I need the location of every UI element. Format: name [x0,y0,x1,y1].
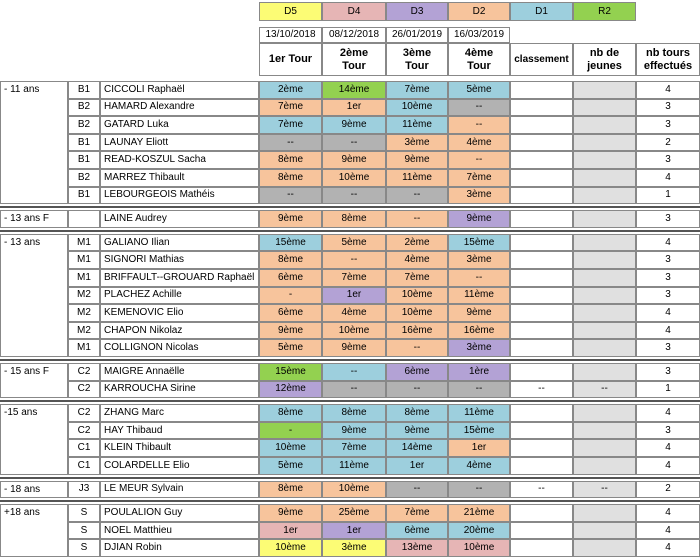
category-cell: S [68,539,100,557]
nb-jeunes-cell [573,99,636,117]
nb-jeunes-header: nb de jeunes [573,43,636,76]
tour-result: 9ème [322,151,386,169]
level-header-d3: D3 [386,2,448,21]
category-cell [68,210,100,228]
classement-cell [510,539,573,557]
nb-jeunes-cell [573,169,636,187]
nb-jeunes-cell [573,522,636,540]
tour-date: 13/10/2018 [259,27,322,43]
tour-result: 10ème [322,169,386,187]
nb-jeunes-cell [573,210,636,228]
tour-result: -- [448,381,510,399]
tour-result: 4ème [448,457,510,475]
classement-cell: -- [510,481,573,499]
nb-tours-cell: 1 [636,381,700,399]
group-separator [0,230,700,232]
category-cell: B1 [68,187,100,205]
nb-jeunes-cell [573,151,636,169]
player-name: POULALION Guy [100,504,259,522]
category-cell: M1 [68,269,100,287]
tour-result: 7ème [386,81,448,99]
tour-result: -- [448,99,510,117]
level-header-d4: D4 [322,2,386,21]
tour-date: 16/03/2019 [448,27,510,43]
group-separator [0,206,700,208]
tour-result: 11ème [448,287,510,305]
classement-cell [510,457,573,475]
classement-cell [510,169,573,187]
nb-tours-cell: 4 [636,457,700,475]
player-name: MARREZ Thibault [100,169,259,187]
player-name: COLLIGNON Nicolas [100,339,259,357]
tour-result: 10ème [386,99,448,117]
tour-result: 7ème [259,116,322,134]
classement-cell [510,339,573,357]
classement-cell [510,404,573,422]
tour-result: 11ème [448,404,510,422]
nb-jeunes-cell [573,269,636,287]
category-cell: B1 [68,81,100,99]
category-cell: M2 [68,322,100,340]
nb-jeunes-cell [573,439,636,457]
nb-tours-cell: 3 [636,287,700,305]
tour-result: 7ème [386,504,448,522]
nb-tours-cell: 3 [636,116,700,134]
tour-result: 6ème [386,522,448,540]
tour-result: 10ème [259,439,322,457]
classement-cell [510,210,573,228]
tour-result: 8ème [322,210,386,228]
tour-result: -- [386,481,448,499]
tour-result: 16ème [386,322,448,340]
player-name: GATARD Luka [100,116,259,134]
tour-result: 4ème [322,304,386,322]
nb-tours-cell: 2 [636,481,700,499]
level-header-d2: D2 [448,2,510,21]
nb-tours-cell: 4 [636,522,700,540]
tour-result: -- [322,134,386,152]
tour-result: 3ème [386,134,448,152]
player-name: KARROUCHA Sirine [100,381,259,399]
nb-tours-cell: 4 [636,504,700,522]
tour-result: 10ème [259,539,322,557]
category-cell: M2 [68,287,100,305]
age-group-label: - 13 ans [0,234,68,357]
player-name: LE MEUR Sylvain [100,481,259,499]
tour-result: 3ème [448,339,510,357]
classement-cell [510,234,573,252]
tour-result: 1er [322,99,386,117]
classement-cell [510,187,573,205]
nb-tours-cell: 4 [636,304,700,322]
classement-cell [510,251,573,269]
nb-jeunes-cell [573,134,636,152]
nb-jeunes-cell [573,287,636,305]
category-cell: C2 [68,422,100,440]
tour-result: 4ème [386,251,448,269]
player-name: HAMARD Alexandre [100,99,259,117]
tour-result: -- [448,481,510,499]
player-name: ZHANG Marc [100,404,259,422]
age-group-label: - 18 ans [0,481,68,499]
classement-cell [510,422,573,440]
tour-result: 8ème [259,404,322,422]
nb-tours-cell: 4 [636,234,700,252]
nb-jeunes-cell [573,251,636,269]
category-cell: C2 [68,381,100,399]
tour-result: 7ème [386,269,448,287]
player-name: KEMENOVIC Elio [100,304,259,322]
player-name: KLEIN Thibault [100,439,259,457]
tour-result: -- [322,381,386,399]
player-name: LAUNAY Eliott [100,134,259,152]
tour-result: 8ème [386,404,448,422]
tour-result: 8ème [259,169,322,187]
tour-result: 1er [322,522,386,540]
tour-result: -- [448,116,510,134]
tour-result: 11ème [322,457,386,475]
category-cell: B2 [68,116,100,134]
age-group-label: - 11 ans [0,81,68,204]
nb-jeunes-cell [573,339,636,357]
tour-result: 1er [322,287,386,305]
classement-cell [510,322,573,340]
classement-cell: -- [510,381,573,399]
nb-jeunes-cell [573,81,636,99]
nb-jeunes-cell [573,304,636,322]
tour-result: -- [322,187,386,205]
tour-result: 12ème [259,381,322,399]
tour-result: 9ème [386,151,448,169]
tour-result: 9ème [259,504,322,522]
player-name: LEBOURGEOIS Mathéis [100,187,259,205]
nb-tours-cell: 2 [636,134,700,152]
category-cell: S [68,504,100,522]
tour-result: 5ème [448,81,510,99]
classement-cell [510,81,573,99]
tour-result: 9ème [448,210,510,228]
tour-result: -- [259,187,322,205]
tour-result: 5ème [259,457,322,475]
nb-jeunes-cell [573,187,636,205]
category-cell: S [68,522,100,540]
tour-result: 5ème [259,339,322,357]
nb-tours-cell: 4 [636,404,700,422]
tour-result: -- [448,151,510,169]
tour-result: 20ème [448,522,510,540]
tour-result: 8ème [259,251,322,269]
tour-result: 13ème [386,539,448,557]
nb-jeunes-cell [573,322,636,340]
classement-cell [510,304,573,322]
tour-result: 1er [448,439,510,457]
classement-cell [510,439,573,457]
nb-jeunes-cell [573,504,636,522]
classement-cell [510,504,573,522]
classement-cell [510,134,573,152]
tour-result: 15ème [259,363,322,381]
player-name: NOEL Matthieu [100,522,259,540]
tour-result: -- [322,363,386,381]
age-group-label: +18 ans [0,504,68,557]
tour-date: 08/12/2018 [322,27,386,43]
tour-result: 21ème [448,504,510,522]
tour-result: 4ème [448,134,510,152]
nb-tours-cell: 3 [636,339,700,357]
tour-result: 15ème [259,234,322,252]
tour-header: 4ème Tour [448,43,510,76]
tour-result: 2ème [386,234,448,252]
tour-header: 2ème Tour [322,43,386,76]
player-name: DJIAN Robin [100,539,259,557]
classement-header: classement [510,43,573,76]
nb-jeunes-cell [573,363,636,381]
nb-tours-cell: 4 [636,169,700,187]
tour-result: 9ème [322,339,386,357]
player-name: BRIFFAULT--GROUARD Raphaël [100,269,259,287]
group-separator [0,359,700,361]
tour-result: 9ème [259,210,322,228]
tour-result: -- [386,210,448,228]
player-name: SIGNORI Mathias [100,251,259,269]
tour-result: 3ème [322,539,386,557]
nb-tours-header: nb tours effectués [636,43,700,76]
player-name: COLARDELLE Elio [100,457,259,475]
tour-result: 8ème [259,481,322,499]
tour-header: 1er Tour [259,43,322,76]
tour-result: 11ème [386,169,448,187]
nb-tours-cell: 3 [636,363,700,381]
age-group-label: - 13 ans F [0,210,68,228]
tour-result: 9ème [259,322,322,340]
tour-result: 11ème [386,116,448,134]
nb-tours-cell: 4 [636,439,700,457]
level-header-r2: R2 [573,2,636,21]
player-name: CICCOLI Raphaël [100,81,259,99]
category-cell: M1 [68,251,100,269]
nb-tours-cell: 3 [636,99,700,117]
player-name: GALIANO Ilian [100,234,259,252]
tour-result: 6ème [386,363,448,381]
group-separator [0,500,700,502]
tour-result: 6ème [259,269,322,287]
tour-result: 15ème [448,234,510,252]
tour-result: 7ème [259,99,322,117]
tour-result: 7ème [322,439,386,457]
age-group-label: -15 ans [0,404,68,474]
category-cell: J3 [68,481,100,499]
nb-jeunes-cell [573,457,636,475]
category-cell: B2 [68,99,100,117]
nb-tours-cell: 1 [636,187,700,205]
level-header-d5: D5 [259,2,322,21]
tour-result: 3ème [448,187,510,205]
tour-result: 10ème [322,322,386,340]
group-separator [0,477,700,479]
category-cell: B1 [68,134,100,152]
age-group-label: - 15 ans F [0,363,68,398]
player-name: PLACHEZ Achille [100,287,259,305]
classement-cell [510,99,573,117]
player-name: HAY Thibaud [100,422,259,440]
category-cell: C2 [68,363,100,381]
nb-jeunes-cell: -- [573,481,636,499]
classement-cell [510,363,573,381]
classement-cell [510,522,573,540]
tour-result: 14ème [322,81,386,99]
tour-result: 5ème [322,234,386,252]
tour-result: 15ème [448,422,510,440]
nb-tours-cell: 3 [636,251,700,269]
tour-result: 14ème [386,439,448,457]
category-cell: B2 [68,169,100,187]
tour-header: 3ème Tour [386,43,448,76]
player-name: MAIGRE Annaëlle [100,363,259,381]
tour-result: 2ème [259,81,322,99]
category-cell: B1 [68,151,100,169]
tour-result: 9ème [386,422,448,440]
tour-result: 9ème [322,422,386,440]
tour-result: -- [259,134,322,152]
tour-result: -- [322,251,386,269]
tour-result: 10ème [448,539,510,557]
classement-cell [510,287,573,305]
tour-result: 3ème [448,251,510,269]
tour-result: 7ème [322,269,386,287]
tour-result: - [259,287,322,305]
nb-jeunes-cell [573,422,636,440]
nb-jeunes-cell [573,539,636,557]
tour-result: 9ème [322,116,386,134]
nb-jeunes-cell [573,404,636,422]
tour-date: 26/01/2019 [386,27,448,43]
group-separator [0,400,700,402]
classement-cell [510,116,573,134]
classement-cell [510,269,573,287]
tour-result: 10ème [322,481,386,499]
category-cell: C2 [68,404,100,422]
nb-tours-cell: 3 [636,151,700,169]
tour-result: 7ème [448,169,510,187]
tour-result: 6ème [259,304,322,322]
category-cell: M1 [68,339,100,357]
player-name: READ-KOSZUL Sacha [100,151,259,169]
nb-tours-cell: 4 [636,322,700,340]
nb-tours-cell: 3 [636,269,700,287]
player-name: CHAPON Nikolaz [100,322,259,340]
tour-result: 25ème [322,504,386,522]
tour-result: 1er [259,522,322,540]
tour-result: -- [386,381,448,399]
tour-result: -- [386,339,448,357]
tour-result: -- [448,269,510,287]
tour-result: 8ème [259,151,322,169]
tour-result: 16ème [448,322,510,340]
nb-tours-cell: 3 [636,210,700,228]
tour-result: - [259,422,322,440]
tour-result: 9ème [448,304,510,322]
nb-tours-cell: 4 [636,539,700,557]
category-cell: M1 [68,234,100,252]
category-cell: C1 [68,457,100,475]
tour-result: -- [386,187,448,205]
tour-result: 8ème [322,404,386,422]
nb-jeunes-cell: -- [573,381,636,399]
classement-cell [510,151,573,169]
nb-jeunes-cell [573,116,636,134]
tour-result: 10ème [386,287,448,305]
nb-jeunes-cell [573,234,636,252]
tour-result: 1er [386,457,448,475]
level-header-d1: D1 [510,2,573,21]
tour-result: 10ème [386,304,448,322]
nb-tours-cell: 4 [636,81,700,99]
category-cell: C1 [68,439,100,457]
tour-result: 1ère [448,363,510,381]
nb-tours-cell: 3 [636,422,700,440]
category-cell: M2 [68,304,100,322]
player-name: LAINE Audrey [100,210,259,228]
